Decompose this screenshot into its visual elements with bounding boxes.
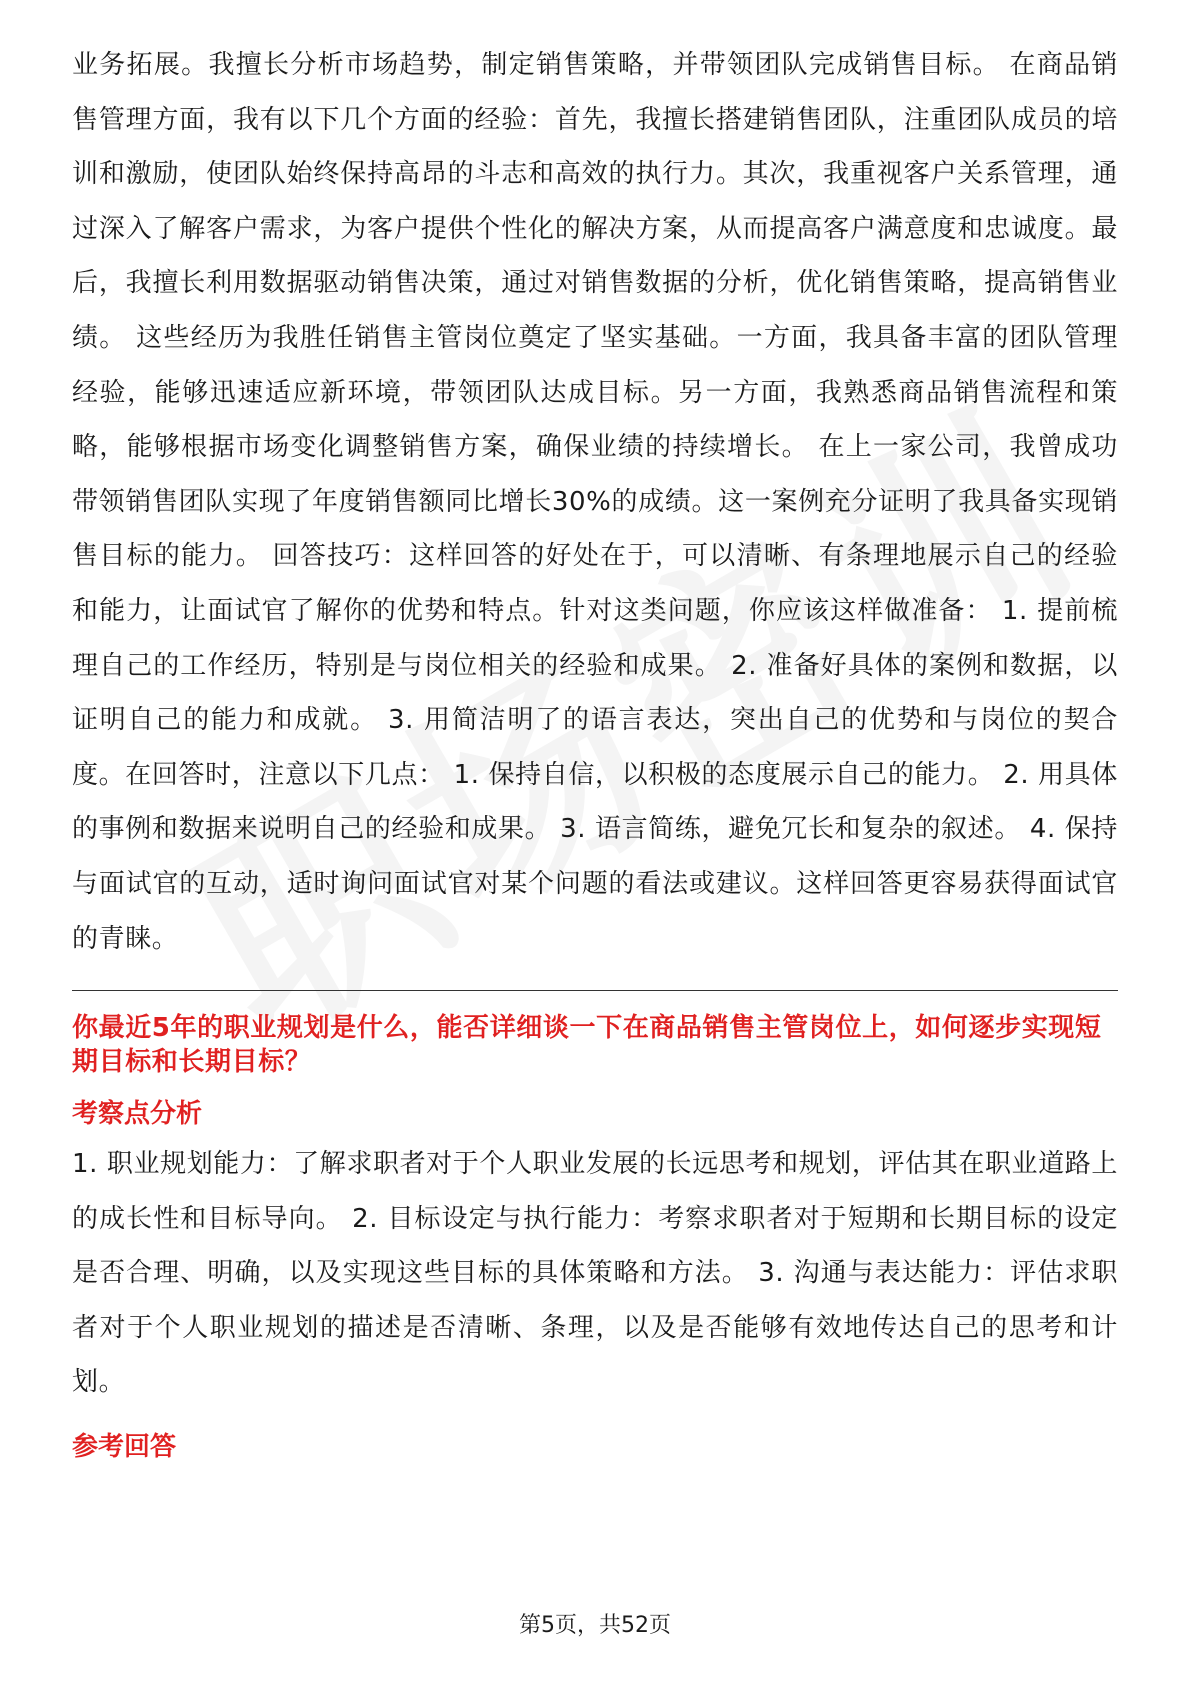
question-title: 你最近5年的职业规划是什么，能否详细谈一下在商品销售主管岗位上，如何逐步实现短期目标和长期目标？ xyxy=(72,1013,1102,1078)
page-number: 第5页，共52页 xyxy=(519,1613,671,1638)
continuation-paragraph: 业务拓展。我擅长分析市场趋势，制定销售策略，并带领团队完成销售目标。 在商品销售管理方面，我有以下几个方面的经验：首先，我擅长搭建销售团队，注重团队成员的培训和激励，使团队始终保持高昂的斗志和高效的执行力。其次，我重视客户关系管理，通过深入了解客户需求，为客户提供个性化的解决方案，从而提高客户满意度和忠诚度。最后，我擅长利用数据驱动销售决策，通过对销售数据的分析，优化销售策略，提高销售业绩。 这些经历为我胜任销售主管岗位奠定了坚实基础。一方面，我具备丰富的团队管理经验，能够迅速适应新环境，带领团队达成目标。另一方面，我熟悉商品销售流程和策略，能够根据市场变化调整销售方案，确保业绩的持续增长。 在上一家公司，我曾成功带领销售团队实现了年度销售额同比增长30%的成绩。这一案例充分证明了我具备实现销售目标的能力。 回答技巧：这样回答的好处在于，可以清晰、有条理地展示自己的经验和能力，让面试官了解你的优势和特点。针对这类问题，你应该这样做准备： 1. 提前梳理自己的工作经历，特别是与岗位相关的经验和成果。 2. 准备好具体的案例和数据，以证明自己的能力和成就。 3. 用简洁明了的语言表达，突出自己的优势和与岗位的契合度。在回答时，注意以下几点： 1. 保持自信，以积极的态度展示自己的能力。 2. 用具体的事例和数据来说明自己的经验和成果。 3. 语言简练，避免冗长和复杂的叙述。 4. 保持与面试官的互动，适时询问面试官对某个问题的看法或建议。这样回答更容易获得面试官的青睐。 xyxy=(72,50,1118,954)
section-divider xyxy=(72,990,1118,991)
analysis-paragraph: 1. 职业规划能力：了解求职者对于个人职业发展的长远思考和规划，评估其在职业道路上的成长性和目标导向。 2. 目标设定与执行能力：考察求职者对于短期和长期目标的设定是否合理、明确，以及实现这些目标的具体策略和方法。 3. 沟通与表达能力：评估求职者对于个人职业规划的描述是否清晰、条理，以及是否能够有效地传达自己的思考和计划。 xyxy=(72,1149,1118,1398)
answer-heading: 参考回答 xyxy=(72,1432,177,1463)
document-page xyxy=(72,38,1118,1470)
analysis-heading: 考察点分析 xyxy=(72,1099,203,1130)
